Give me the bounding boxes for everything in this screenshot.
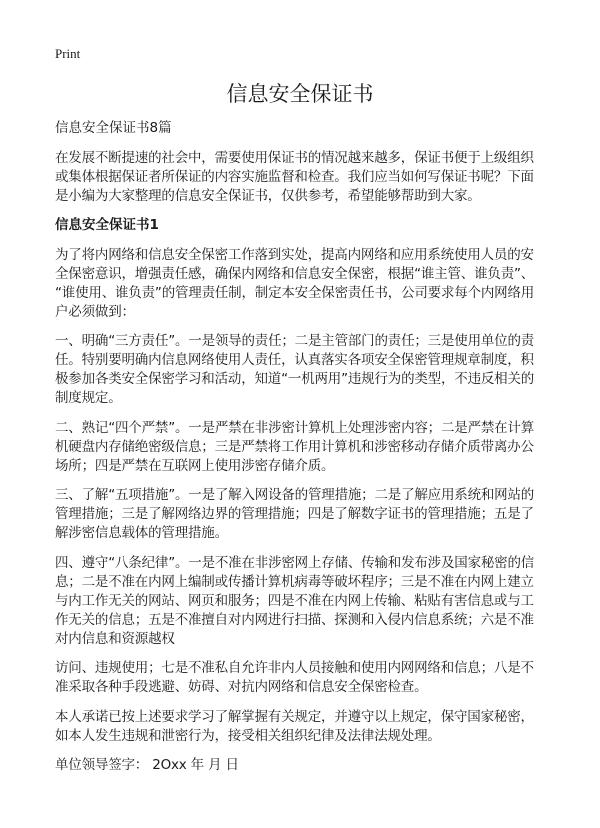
text-line: 在发展不断提速的社会中，需要使用保证书的情况越来越多，保证书便于上级组织 — [55, 149, 534, 166]
text-line: “谁使用、谁负责”的管理责任制，制定本安全保密责任书，公司要求每个内网络用 — [55, 284, 535, 301]
text-line: 机硬盘内存储绝密级信息；三是严禁将工作用计算机和涉密移动存储介质带离办公 — [55, 438, 534, 455]
text-line: 户必须做到： — [55, 303, 135, 320]
body-paragraph — [55, 332, 555, 408]
document-title: 信息安全保证书 — [226, 82, 374, 106]
body-paragraph — [55, 708, 555, 746]
text-line: 是小编为大家整理的信息安全保证书，仅供参考，希望能够帮助到大家。 — [55, 187, 481, 204]
print-label: Print — [55, 46, 81, 61]
text-line: 三、了解“五项措施”。一是了解入网设备的管理措施；二是了解应用系统和网站的 — [55, 487, 535, 503]
text-line: 本人承诺已按上述要求学习了解掌握有关规定，并遵守以上规定，保守国家秘密， — [55, 708, 534, 725]
text-line: 二、熟记“四个严禁”。一是严禁在非涉密计算机上处理涉密内容；二是严禁在计算 — [55, 419, 535, 436]
text-line: 准采取各种手段逃避、妨碍、对抗内网络和信息安全保密检查。 — [55, 679, 428, 695]
paragraphs — [55, 246, 555, 776]
text-line: 或集体根据保证者所保证的内容实施监督和检查。我们应当如何写保证书呢？下面 — [55, 168, 534, 185]
section-heading: 信息安全保证书1 — [55, 217, 159, 233]
text-line: 管理措施；三是了解网络边界的管理措施；四是了解数字证书的管理措施；五是了 — [55, 506, 534, 522]
document-subtitle: 信息安全保证书8篇 — [55, 120, 172, 136]
text-line: 作无关的信息；五是不准擅自对内网进行扫描、探测和入侵内信息系统；六是不准 — [55, 611, 534, 628]
text-line: 制度规定。 — [55, 390, 122, 406]
text-line: 单位领导签字： 2Oxx 年 月 日 — [55, 757, 239, 773]
body-paragraph — [55, 486, 555, 543]
text-line: 为了将内网络和信息安全保密工作落到实处，提高内网络和应用系统使用人员的安 — [55, 246, 534, 263]
text-line: 解涉密信息载体的管理措施。 — [55, 525, 228, 541]
body-paragraph — [55, 246, 555, 322]
text-line: 任。特别要明确内信息网络使用人责任，认真落实各项安全保密管理规章制度，积 — [55, 352, 534, 368]
text-line: 场所；四是严禁在互联网上使用涉密存储介质。 — [55, 457, 335, 474]
text-line: 息；二是不准在内网上编制或传播计算机病毒等破坏程序；三是不准在内网上建立 — [55, 573, 534, 590]
intro-paragraph — [55, 149, 555, 206]
text-line: 四、遵守“八条纪律”。一是不准在非涉密网上存储、传输和发布涉及国家秘密的信 — [55, 554, 535, 571]
document-body — [55, 119, 555, 786]
signature-line — [55, 756, 555, 775]
body-paragraph — [55, 659, 555, 697]
text-line: 极参加各类安全保密学习和活动，知道“一机两用”违规行为的类型，不违反相关的 — [55, 371, 535, 387]
body-paragraph — [55, 419, 555, 476]
text-line: 如本人发生违规和泄密行为，接受相关组织纪律及法律法规处理。 — [55, 727, 441, 744]
text-line: 访问、违规使用；七是不准私自允许非内人员接触和使用内网网络和信息；八是不 — [55, 660, 534, 676]
text-line: 一、明确“三方责任”。一是领导的责任；二是主管部门的责任；三是使用单位的责 — [55, 333, 535, 349]
text-line: 对内信息和资源越权 — [55, 630, 175, 647]
text-line: 全保密意识，增强责任感，确保内网络和信息安全保密，根据“谁主管、谁负责”、 — [55, 265, 535, 282]
body-paragraph — [55, 554, 555, 649]
text-line: 与内工作无关的网站、网页和服务；四是不准在内网上传输、粘贴有害信息或与工 — [55, 592, 534, 609]
